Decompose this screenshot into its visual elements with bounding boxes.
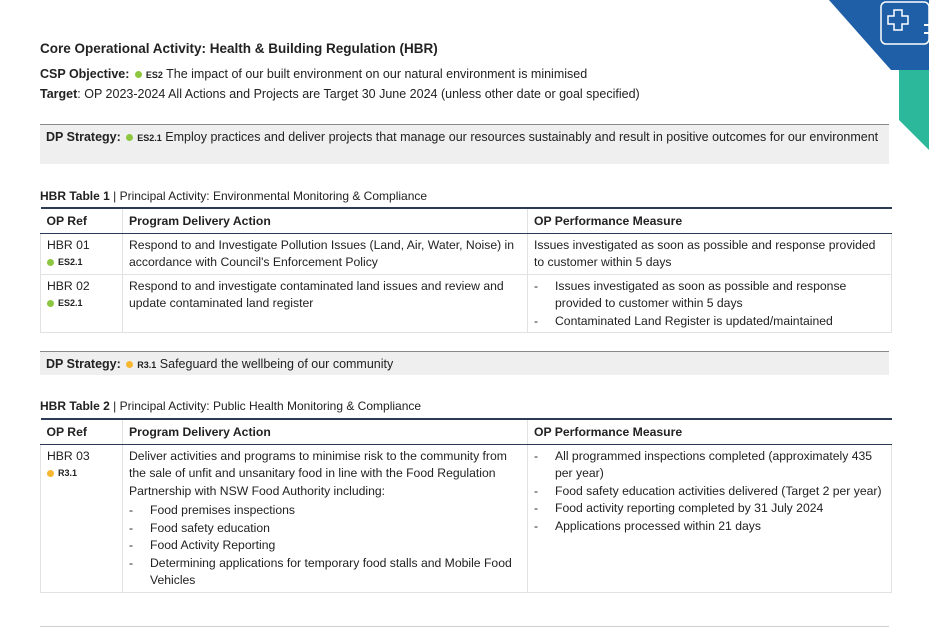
action-cell [123,444,528,592]
column-header: OP Ref [41,419,123,444]
op-ref: HBR 01 [47,237,90,252]
table-caption-title: HBR Table 1 [40,189,110,203]
column-header: Program Delivery Action [123,208,528,233]
csp-label: CSP Objective: [40,67,130,81]
yellow-dot-icon [126,361,133,368]
action-item: - Determining applications for temporary food stalls and Mobile Food Vehicles [129,555,521,590]
action-cell: Respond to and Investigate Pollution Issues (Land, Air, Water, Noise) in accordance with Council's Enforcement Policy [123,233,528,274]
ref-code: R3.1 [47,465,116,483]
green-dot-icon [47,300,54,307]
column-header: OP Ref [41,208,123,233]
hbr-table-2 [40,418,892,593]
target-line [40,87,640,101]
dp-strategy-r31 [40,351,889,375]
action-item: - Food premises inspections [129,502,521,520]
green-dot-icon [135,71,142,78]
measure-cell: Issues investigated as soon as possible and response provided to customer within 5 days [528,233,892,274]
measure-item: - Contaminated Land Register is updated/maintained [534,313,885,331]
table-header-row [41,208,892,233]
yellow-dot-icon [47,470,54,477]
table-caption-text: | Principal Activity: Environmental Monitoring & Compliance [109,189,428,203]
strategy-code: R3.1 [137,360,157,370]
ref-code: ES2.1 [47,295,116,313]
measure-item: - Food safety education activities delivered (Target 2 per year) [534,483,885,501]
page-title: Core Operational Activity: Health & Building Regulation (HBR) [40,41,438,56]
green-dot-icon [47,259,54,266]
table-caption-title: HBR Table 2 [40,399,110,413]
measure-item: - Applications processed within 21 days [534,518,885,536]
footer-divider [40,626,889,627]
column-header: Program Delivery Action [123,419,528,444]
strategy-text: Employ practices and deliver projects that manage our resources sustainably and result in positive outcomes for our environment [165,130,879,144]
table-caption [40,399,421,413]
hbr-table-1 [40,207,892,333]
table-header-row [41,419,892,444]
dp-strategy-es21 [40,124,889,164]
op-ref: HBR 02 [47,278,90,293]
csp-code: ES2 [145,70,163,80]
op-ref-cell [41,233,123,274]
measure-item: - All programmed inspections completed (approximately 435 per year) [534,448,885,483]
column-header: OP Performance Measure [528,419,892,444]
action-item: - Food safety education [129,520,521,538]
action-text: Deliver activities and programs to minimise risk to the community from the sale of unfit and unsanitary food in line with the Food Regulation Partnership with NSW Food Authority including: [129,448,507,498]
csp-text: The impact of our built environment on our natural environment is minimised [166,67,588,81]
measure-cell [528,274,892,333]
table-row [41,274,892,333]
csp-objective [40,67,587,81]
measure-cell [528,444,892,592]
measure-item: - Food activity reporting completed by 31 July 2024 [534,500,885,518]
op-ref-cell [41,274,123,333]
action-item: - Food Activity Reporting [129,537,521,555]
measure-item: - Issues investigated as soon as possible and response provided to customer within 5 days [534,278,885,313]
column-header: OP Performance Measure [528,208,892,233]
target-text: : OP 2023-2024 All Actions and Projects are Target 30 June 2024 (unless other date or goal specified) [77,87,640,101]
action-cell: Respond to and investigate contaminated land issues and review and update contaminated land register [123,274,528,333]
op-ref-cell [41,444,123,592]
table-caption-text: | Principal Activity: Public Health Monitoring & Compliance [109,399,422,413]
op-ref: HBR 03 [47,448,90,463]
strategy-label: DP Strategy: [46,357,121,371]
strategy-label: DP Strategy: [46,130,121,144]
green-dot-icon [126,134,133,141]
table-caption [40,189,427,203]
ref-code: ES2.1 [47,254,116,272]
target-label: Target [40,87,78,101]
strategy-code: ES2.1 [137,133,162,143]
table-row [41,233,892,274]
strategy-text: Safeguard the wellbeing of our community [159,357,394,371]
table-row [41,444,892,592]
